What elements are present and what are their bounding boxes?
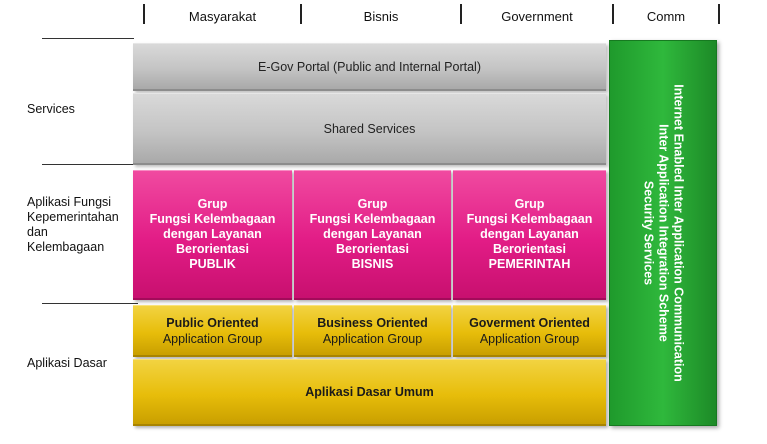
group-line: Fungsi Kelembagaan xyxy=(309,212,436,226)
row-label-line: Kelembagaan xyxy=(27,240,105,254)
row-label-line: Aplikasi Fungsi xyxy=(27,195,112,209)
group-bisnis-box xyxy=(294,170,451,300)
row-label-aplikasi-fungsi xyxy=(27,195,119,255)
app-group-subtitle: Application Group xyxy=(322,331,423,346)
group-line: BISNIS xyxy=(351,257,394,271)
group-line: Berorientasi xyxy=(336,242,409,256)
row-label-services: Services xyxy=(27,102,75,116)
shared-services-layer xyxy=(133,93,606,165)
group-line: Fungsi Kelembagaan xyxy=(149,212,276,226)
row-separator xyxy=(42,303,138,304)
column-divider xyxy=(718,4,720,24)
group-line: Grup xyxy=(197,197,228,211)
column-header-government: Government xyxy=(501,9,573,24)
group-line: Grup xyxy=(357,197,388,211)
row-separator xyxy=(42,38,134,39)
app-group-title: Goverment Oriented xyxy=(469,315,590,330)
app-group-subtitle: Application Group xyxy=(162,331,263,346)
app-group-title: Business Oriented xyxy=(317,315,428,330)
business-oriented-app-group xyxy=(294,305,451,357)
group-line: dengan Layanan xyxy=(163,227,262,241)
row-label-line: dan xyxy=(27,225,48,239)
row-separator xyxy=(42,164,138,165)
egov-portal-layer xyxy=(133,43,606,91)
group-line: Berorientasi xyxy=(493,242,566,256)
column-header-bisnis: Bisnis xyxy=(363,9,399,24)
aplikasi-dasar-umum-layer xyxy=(133,359,606,426)
group-line: dengan Layanan xyxy=(480,227,579,241)
shared-services-label: Shared Services xyxy=(323,121,416,136)
group-pemerintah-box xyxy=(453,170,606,300)
comm-services-column xyxy=(609,40,717,426)
row-label-line: Kepemerintahan xyxy=(27,210,119,224)
comm-line: Internet Enabled Inter Application Communication xyxy=(671,84,686,382)
comm-line: Inter Application Integration Scheme xyxy=(656,124,671,342)
column-header-comm: Comm xyxy=(646,9,686,24)
comm-line: Security Services xyxy=(641,180,656,286)
group-line: Fungsi Kelembagaan xyxy=(466,212,593,226)
aplikasi-dasar-umum-label: Aplikasi Dasar Umum xyxy=(305,385,434,399)
column-header-masyarakat: Masyarakat xyxy=(188,9,257,24)
group-publik-box xyxy=(133,170,292,300)
row-label-aplikasi-dasar: Aplikasi Dasar xyxy=(27,356,107,370)
group-line: PEMERINTAH xyxy=(488,257,571,271)
public-oriented-app-group xyxy=(133,305,292,357)
egov-portal-label: E-Gov Portal (Public and Internal Portal) xyxy=(257,59,482,74)
app-group-title: Public Oriented xyxy=(166,315,259,330)
app-group-subtitle: Application Group xyxy=(479,331,580,346)
group-line: dengan Layanan xyxy=(323,227,422,241)
group-line: PUBLIK xyxy=(189,257,236,271)
group-line: Berorientasi xyxy=(176,242,249,256)
goverment-oriented-app-group xyxy=(453,305,606,357)
group-line: Grup xyxy=(514,197,545,211)
comm-services-text xyxy=(641,84,686,381)
